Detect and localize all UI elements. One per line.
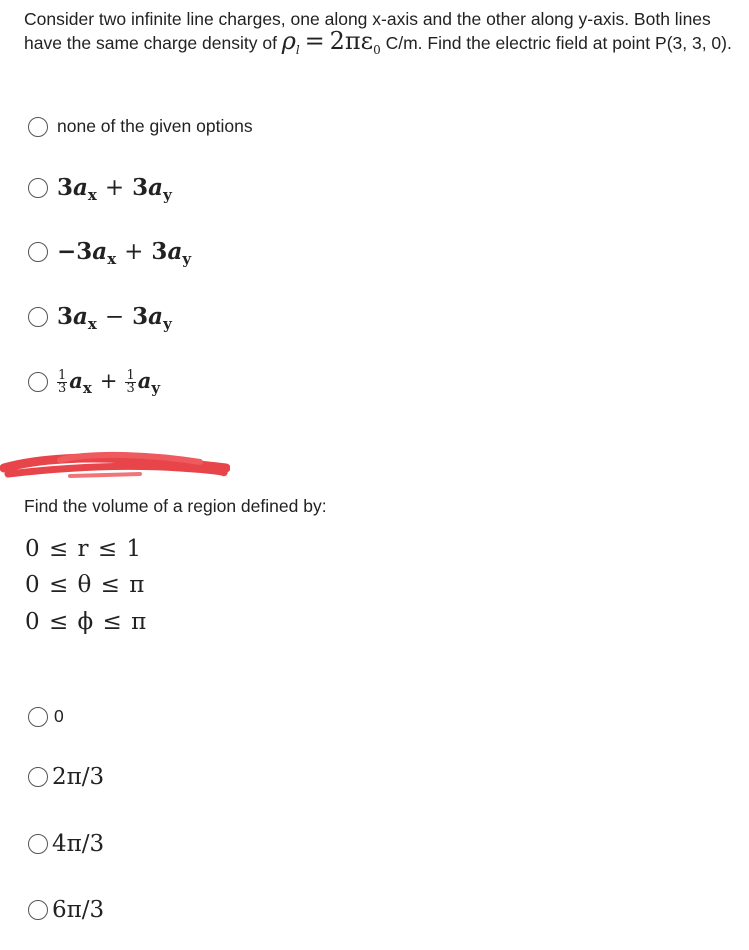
constraint-r: 0 ≤ r ≤ 1	[25, 536, 143, 562]
q2-option-1[interactable]	[28, 706, 64, 727]
question-1-part2: C/m. Find the electric field at point P(3, 3, 0).	[380, 33, 732, 53]
question-1-part1: Consider two infinite line charges, one along x-axis and the other along y-axis. Both lines have the same charge density of	[24, 9, 711, 53]
radio-button[interactable]	[28, 707, 48, 727]
option-label: 6π/3	[52, 897, 105, 923]
radio-button[interactable]	[28, 900, 48, 920]
q1-option-5[interactable]	[28, 368, 160, 395]
constraint-phi: 0 ≤ ϕ ≤ π	[25, 609, 148, 635]
option-label: $-3a_x + 3a_y$	[57, 238, 192, 268]
equals-sign: =	[304, 27, 325, 55]
constraint-theta: 0 ≤ θ ≤ π	[25, 572, 146, 598]
option-label: none of the given options	[57, 116, 253, 136]
density-subscript: 0	[373, 43, 381, 57]
q1-option-3[interactable]	[28, 238, 192, 268]
q2-option-2[interactable]	[28, 764, 104, 790]
radio-button[interactable]	[28, 767, 48, 787]
option-label: $3a_x + 3a_y$	[57, 174, 172, 204]
option-label: 2π/3	[52, 764, 105, 790]
radio-button[interactable]	[28, 242, 48, 262]
q2-option-4[interactable]	[28, 897, 104, 923]
rho-symbol: ρ	[281, 27, 296, 55]
fraction: $\frac{1}{3}$	[58, 368, 67, 396]
radio-button[interactable]	[28, 834, 48, 854]
radio-button[interactable]	[28, 372, 48, 392]
radio-button[interactable]	[28, 178, 48, 198]
redaction-scribble	[0, 448, 230, 482]
density-value: 2πε	[329, 27, 374, 55]
question-2-text: Find the volume of a region defined by:	[24, 496, 327, 516]
question-1-text	[24, 7, 740, 57]
fraction: $\frac{1}{3}$	[126, 368, 135, 396]
radio-button[interactable]	[28, 307, 48, 327]
option-label: 4π/3	[52, 831, 105, 857]
q1-option-4[interactable]	[28, 303, 172, 333]
q2-option-3[interactable]	[28, 831, 104, 857]
q1-option-2[interactable]	[28, 174, 172, 204]
q1-option-none[interactable]	[28, 116, 253, 137]
option-label: $3a_x - 3a_y$	[57, 303, 172, 333]
option-label: 0	[54, 706, 64, 726]
option-label: $\frac{1}{3}$ $a_x$ + $\frac{1}{3}$ $a_y$	[58, 368, 161, 397]
radio-button[interactable]	[28, 117, 48, 137]
rho-subscript: l	[295, 43, 300, 57]
